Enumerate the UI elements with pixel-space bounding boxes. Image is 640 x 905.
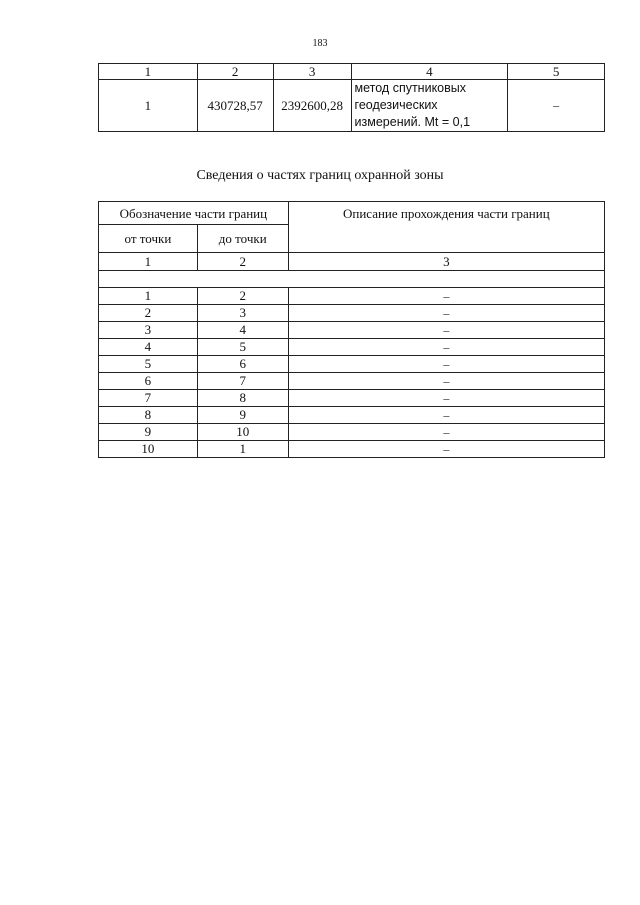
blank-row [99, 271, 605, 288]
header-row-top [99, 202, 605, 225]
header-group-designation: Обозначение части границ [99, 202, 289, 225]
description-cell: – [288, 441, 604, 458]
page-number: 183 [312, 38, 328, 49]
from-point-cell: 2 [99, 305, 198, 322]
from-point-cell: 3 [99, 322, 198, 339]
col-header-2: 2 [197, 64, 273, 80]
from-point-cell: 6 [99, 373, 198, 390]
table-row [99, 441, 605, 458]
to-point-cell: 6 [197, 356, 288, 373]
from-point-cell: 4 [99, 339, 198, 356]
table-row [99, 339, 605, 356]
table-row [99, 424, 605, 441]
to-point-cell: 2 [197, 288, 288, 305]
to-point-cell: 4 [197, 322, 288, 339]
table-row [99, 356, 605, 373]
col5-value: – [508, 80, 605, 132]
header-description: Описание прохождения части границ [288, 202, 604, 253]
point-number: 1 [99, 80, 198, 132]
from-point-cell: 7 [99, 390, 198, 407]
table-row [99, 407, 605, 424]
x-coordinate: 430728,57 [197, 80, 273, 132]
to-point-cell: 5 [197, 339, 288, 356]
from-point-cell: 5 [99, 356, 198, 373]
blank-cell [99, 271, 605, 288]
description-cell: – [288, 339, 604, 356]
col-header-5: 5 [508, 64, 605, 80]
description-cell: – [288, 322, 604, 339]
col-header-3: 3 [273, 64, 351, 80]
col-number-3: 3 [288, 253, 604, 271]
method-line: метод спутниковых [354, 81, 467, 95]
from-point-cell: 1 [99, 288, 198, 305]
header-from-point: от точки [99, 225, 198, 253]
description-cell: – [288, 390, 604, 407]
column-number-row [99, 253, 605, 271]
col-header-1: 1 [99, 64, 198, 80]
table-row [99, 288, 605, 305]
table-row [99, 390, 605, 407]
table-row [99, 322, 605, 339]
coordinates-data-row [99, 80, 605, 132]
header-to-point: до точки [197, 225, 288, 253]
to-point-cell: 7 [197, 373, 288, 390]
from-point-cell: 9 [99, 424, 198, 441]
y-coordinate: 2392600,28 [273, 80, 351, 132]
from-point-cell: 10 [99, 441, 198, 458]
measurement-method [351, 80, 508, 132]
to-point-cell: 10 [197, 424, 288, 441]
boundary-parts-table [98, 201, 605, 458]
col-number-2: 2 [197, 253, 288, 271]
col-header-4: 4 [351, 64, 508, 80]
to-point-cell: 3 [197, 305, 288, 322]
to-point-cell: 1 [197, 441, 288, 458]
description-cell: – [288, 288, 604, 305]
col-number-1: 1 [99, 253, 198, 271]
from-point-cell: 8 [99, 407, 198, 424]
to-point-cell: 8 [197, 390, 288, 407]
description-cell: – [288, 356, 604, 373]
description-cell: – [288, 305, 604, 322]
description-cell: – [288, 424, 604, 441]
method-line: измерений. Mt = 0,1 [354, 115, 471, 129]
description-cell: – [288, 407, 604, 424]
section-title: Сведения о частях границ охранной зоны [196, 168, 444, 183]
to-point-cell: 9 [197, 407, 288, 424]
table-row [99, 373, 605, 390]
description-cell: – [288, 373, 604, 390]
table-row [99, 305, 605, 322]
coordinates-header-row [99, 64, 605, 80]
method-line: геодезических [354, 98, 438, 112]
coordinates-table [98, 63, 605, 132]
